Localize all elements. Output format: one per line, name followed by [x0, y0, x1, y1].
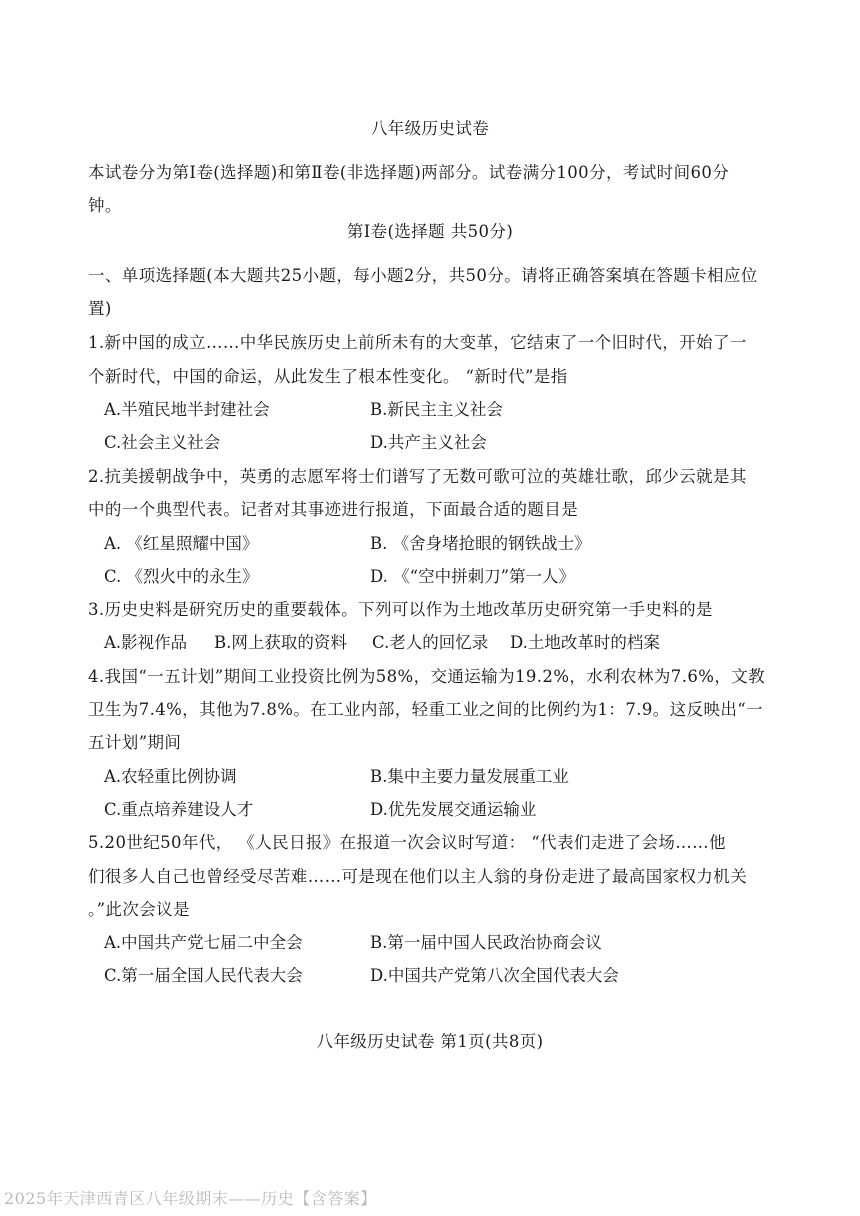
question-5-option-a: A.中国共产党七届二中全会: [104, 933, 303, 952]
exam-title: 八年级历史试卷: [370, 119, 490, 138]
section1-line-1: 一、单项选择题(本大题共25小题，每小题2分，共50分。请将正确答案填在答题卡相应位: [88, 266, 758, 285]
intro-line-1: 本试卷分为第Ⅰ卷(选择题)和第Ⅱ卷(非选择题)两部分。试卷满分100分，考试时间60分: [88, 163, 730, 182]
question-3-option-d: D.土地改革时的档案: [510, 633, 660, 652]
question-2-option-d: D. 《“空中拼刺刀”第一人》: [370, 567, 576, 586]
page-footer: 八年级历史试卷 第1页(共8页): [316, 1032, 544, 1051]
question-1-option-a: A.半殖民地半封建社会: [104, 400, 270, 419]
question-5-option-c: C.第一届全国人民代表大会: [104, 966, 303, 985]
question-4-option-d: D.优先发展交通运输业: [370, 800, 537, 819]
question-3-option-a: A.影视作品: [104, 633, 188, 652]
question-1-option-c: C.社会主义社会: [104, 433, 221, 452]
question-5-line-1: 5.20世纪50年代， 《人民日报》在报道一次会议时写道： “代表们走进了会场……他: [88, 833, 726, 852]
question-3-line-1: 3.历史史料是研究历史的重要载体。下列可以作为土地改革历史研究第一手史料的是: [88, 600, 713, 619]
question-3-option-b: B.网上获取的资料: [214, 633, 347, 652]
watermark-text: 2025年天津西青区八年级期末——历史【含答案】: [4, 1189, 377, 1208]
question-5-option-b: B.第一届中国人民政治协商会议: [370, 933, 602, 952]
question-4-line-2: 卫生为7.4%，其他为7.8%。在工业内部，轻重工业之间的比例约为1：7.9。这反映出“一: [88, 700, 764, 719]
question-1-line-2: 个新时代，中国的命运，从此发生了根本性变化。 “新时代”是指: [88, 367, 568, 386]
question-5-line-3: 。”此次会议是: [88, 900, 190, 919]
question-5-option-d: D.中国共产党第八次全国代表大会: [370, 966, 619, 985]
question-4-option-b: B.集中主要力量发展重工业: [370, 767, 569, 786]
question-2-line-1: 2.抗美援朝战争中，英勇的志愿军将士们谱写了无数可歌可泣的英雄壮歌，邱少云就是其: [88, 467, 747, 486]
part1-heading: 第Ⅰ卷(选择题 共50分): [346, 222, 514, 241]
question-1-option-b: B.新民主主义社会: [370, 400, 503, 419]
question-1-line-1: 1.新中国的成立……中华民族历史上前所未有的大变革，它结束了一个旧时代，开始了一: [88, 333, 747, 352]
question-2-line-2: 中的一个典型代表。记者对其事迹进行报道，下面最合适的题目是: [88, 500, 579, 519]
question-2-option-c: C. 《烈火中的永生》: [104, 567, 259, 586]
question-4-line-1: 4.我国“一五计划”期间工业投资比例为58%，交通运输为19.2%，水利农林为7.6%，文教: [88, 667, 766, 686]
question-5-line-2: 们很多人自己也曾经受尽苦难……可是现在他们以主人翁的身份走进了最高国家权力机关: [88, 867, 748, 886]
intro-line-2: 钟。: [88, 196, 122, 215]
question-4-option-c: C.重点培养建设人才: [104, 800, 254, 819]
section1-line-2: 置): [88, 299, 112, 318]
question-3-option-c: C.老人的回忆录: [372, 633, 489, 652]
question-4-option-a: A.农轻重比例协调: [104, 767, 237, 786]
question-1-option-d: D.共产主义社会: [370, 433, 487, 452]
question-2-option-a: A. 《红星照耀中国》: [104, 534, 259, 553]
question-2-option-b: B. 《舍身堵抢眼的钢铁战士》: [370, 534, 591, 553]
question-4-line-3: 五计划”期间: [88, 733, 182, 752]
